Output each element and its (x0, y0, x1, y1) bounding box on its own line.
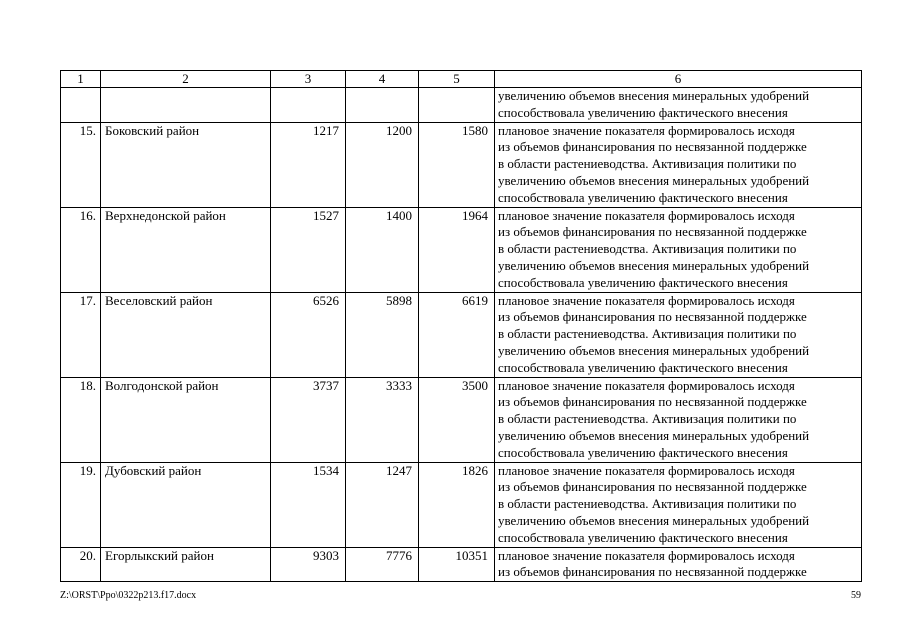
note-line: плановое значение показателя формировалось исходя (498, 547, 795, 563)
value-col-5: 1826 (419, 462, 495, 547)
header-cell-5: 5 (419, 71, 495, 88)
note-line: плановое значение показателя формировалось исходя (498, 207, 795, 223)
note-line: из объемов финансирования по несвязанной поддержке (498, 309, 807, 325)
table-row (61, 207, 862, 292)
value-col-3: 3737 (271, 377, 346, 462)
note-line: плановое значение показателя формировалось исходя (498, 377, 795, 393)
value-col-5: 1580 (419, 122, 495, 207)
note-line: увеличению объемов внесения минеральных удобрений (498, 427, 810, 443)
row-number: 18. (61, 377, 101, 462)
table-row (61, 462, 862, 547)
note-line: способствовала увеличению фактического внесения (498, 444, 788, 460)
table-row (61, 122, 862, 207)
note-line: увеличению объемов внесения минеральных удобрений (498, 512, 810, 528)
note-line: плановое значение показателя формировалось исходя (498, 462, 795, 478)
continuation-district-cell (101, 88, 271, 123)
value-col-5: 1964 (419, 207, 495, 292)
row-number: 16. (61, 207, 101, 292)
district-name: Егорлыкский район (101, 547, 271, 582)
note-line: в области растениеводства. Активизация политики по (498, 411, 797, 427)
note-cell (495, 377, 862, 462)
note-line: в области растениеводства. Активизация политики по (498, 156, 797, 172)
district-name: Волгодонской район (101, 377, 271, 462)
table-row (61, 292, 862, 377)
district-name: Веселовский район (101, 292, 271, 377)
row-number: 17. (61, 292, 101, 377)
note-cell (495, 122, 862, 207)
value-col-4: 1247 (346, 462, 419, 547)
value-col-3: 6526 (271, 292, 346, 377)
header-cell-6: 6 (495, 71, 862, 88)
note-line: способствовала увеличению фактического внесения (498, 104, 788, 120)
continuation-num-cell (61, 88, 101, 123)
value-col-3: 1534 (271, 462, 346, 547)
header-cell-1: 1 (61, 71, 101, 88)
continuation-v5-cell (419, 88, 495, 123)
note-line: из объемов финансирования по несвязанной поддержке (498, 564, 807, 580)
note-line: из объемов финансирования по несвязанной поддержке (498, 479, 807, 495)
value-col-4: 1400 (346, 207, 419, 292)
row-number: 15. (61, 122, 101, 207)
footer-file-path: Z:\ORST\Ppo\0322p213.f17.docx (60, 590, 197, 601)
note-line: в области растениеводства. Активизация политики по (498, 241, 797, 257)
note-line: увеличению объемов внесения минеральных удобрений (498, 257, 810, 273)
continuation-note-cell (495, 88, 862, 123)
row-number: 19. (61, 462, 101, 547)
value-col-3: 9303 (271, 547, 346, 582)
note-line: плановое значение показателя формировалось исходя (498, 292, 795, 308)
note-cell (495, 462, 862, 547)
header-cell-4: 4 (346, 71, 419, 88)
value-col-4: 3333 (346, 377, 419, 462)
value-col-3: 1217 (271, 122, 346, 207)
note-line: из объемов финансирования по несвязанной поддержке (498, 224, 807, 240)
note-line: в области растениеводства. Активизация политики по (498, 326, 797, 342)
district-name: Боковский район (101, 122, 271, 207)
note-line: способствовала увеличению фактического внесения (498, 274, 788, 290)
header-row (61, 71, 862, 88)
continuation-row (61, 88, 862, 123)
note-line: плановое значение показателя формировалось исходя (498, 122, 795, 138)
note-cell (495, 547, 862, 582)
continuation-v4-cell (346, 88, 419, 123)
note-cell (495, 207, 862, 292)
value-col-5: 6619 (419, 292, 495, 377)
note-cell (495, 292, 862, 377)
value-col-4: 5898 (346, 292, 419, 377)
district-name: Дубовский район (101, 462, 271, 547)
note-line: в области растениеводства. Активизация политики по (498, 496, 797, 512)
continuation-v3-cell (271, 88, 346, 123)
data-table (60, 70, 862, 582)
note-line: увеличению объемов внесения минеральных удобрений (498, 88, 810, 103)
value-col-5: 10351 (419, 547, 495, 582)
header-cell-3: 3 (271, 71, 346, 88)
note-line: из объемов финансирования по несвязанной поддержке (498, 139, 807, 155)
note-line: из объемов финансирования по несвязанной поддержке (498, 394, 807, 410)
value-col-5: 3500 (419, 377, 495, 462)
value-col-3: 1527 (271, 207, 346, 292)
value-col-4: 7776 (346, 547, 419, 582)
page-number: 59 (851, 590, 861, 601)
note-line: способствовала увеличению фактического внесения (498, 529, 788, 545)
table-row (61, 547, 862, 582)
note-line: способствовала увеличению фактического внесения (498, 359, 788, 375)
header-cell-2: 2 (101, 71, 271, 88)
note-line: способствовала увеличению фактического внесения (498, 189, 788, 205)
table-row (61, 377, 862, 462)
table-body (61, 71, 862, 582)
district-name: Верхнедонской район (101, 207, 271, 292)
value-col-4: 1200 (346, 122, 419, 207)
row-number: 20. (61, 547, 101, 582)
note-line: увеличению объемов внесения минеральных удобрений (498, 342, 810, 358)
note-line: увеличению объемов внесения минеральных удобрений (498, 172, 810, 188)
